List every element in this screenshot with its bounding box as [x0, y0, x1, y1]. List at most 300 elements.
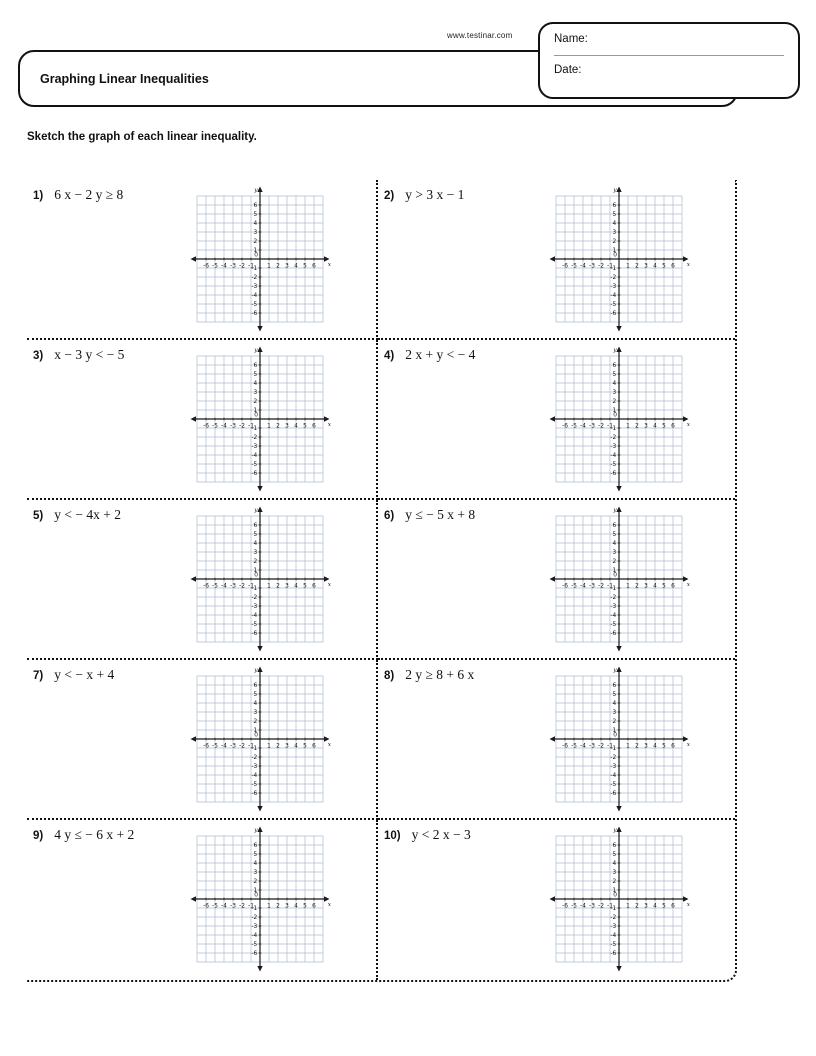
problem-cell — [27, 340, 378, 500]
svg-text:-1: -1 — [251, 586, 258, 593]
svg-text:6: 6 — [671, 903, 675, 910]
svg-text:3: 3 — [285, 423, 289, 430]
svg-text:3: 3 — [285, 263, 289, 270]
coordinate-grid — [547, 344, 691, 494]
svg-text:-1: -1 — [251, 426, 258, 433]
problem-number: 7) — [33, 670, 44, 682]
svg-text:1: 1 — [267, 263, 271, 270]
svg-text:-6: -6 — [203, 743, 209, 750]
svg-text:2: 2 — [253, 399, 258, 406]
svg-text:4: 4 — [294, 903, 298, 910]
svg-text:-4: -4 — [221, 423, 227, 430]
svg-text:x: x — [686, 742, 690, 748]
svg-text:0: 0 — [254, 892, 258, 899]
svg-text:-1: -1 — [607, 583, 613, 590]
svg-text:6: 6 — [612, 843, 617, 850]
svg-text:-5: -5 — [251, 462, 258, 469]
svg-text:2: 2 — [612, 399, 617, 406]
svg-text:4: 4 — [612, 221, 617, 228]
svg-text:0: 0 — [613, 412, 617, 419]
svg-text:-2: -2 — [610, 755, 617, 762]
svg-text:0: 0 — [613, 732, 617, 739]
svg-text:-3: -3 — [589, 743, 595, 750]
svg-text:-4: -4 — [251, 933, 258, 940]
instruction-text: Sketch the graph of each linear inequality. — [27, 131, 257, 143]
svg-text:1: 1 — [626, 583, 630, 590]
svg-text:2: 2 — [253, 559, 258, 566]
svg-text:2: 2 — [276, 583, 280, 590]
svg-text:5: 5 — [612, 372, 617, 379]
problem-statement — [384, 184, 547, 203]
svg-text:1: 1 — [267, 583, 271, 590]
problem-inequality: y ≤ − 5 x + 8 — [405, 507, 476, 522]
problem-statement — [384, 664, 547, 683]
svg-text:4: 4 — [253, 701, 258, 708]
svg-text:6: 6 — [612, 203, 617, 210]
svg-text:-1: -1 — [248, 423, 254, 430]
svg-text:6: 6 — [253, 683, 258, 690]
problem-number: 2) — [384, 190, 395, 202]
svg-text:5: 5 — [662, 903, 666, 910]
page-title: Graphing Linear Inequalities — [40, 71, 209, 86]
svg-text:4: 4 — [253, 861, 258, 868]
svg-text:6: 6 — [312, 263, 316, 270]
svg-text:6: 6 — [253, 843, 258, 850]
svg-text:-3: -3 — [251, 604, 258, 611]
svg-text:5: 5 — [303, 423, 307, 430]
site-url: www.testinar.com — [447, 31, 513, 40]
svg-text:-5: -5 — [571, 743, 577, 750]
svg-text:x: x — [327, 422, 331, 428]
svg-text:-2: -2 — [598, 583, 604, 590]
svg-text:2: 2 — [635, 743, 639, 750]
svg-text:-6: -6 — [562, 743, 568, 750]
svg-text:3: 3 — [285, 743, 289, 750]
problem-cell — [378, 500, 735, 660]
problem-statement — [33, 184, 188, 203]
problem-cell — [27, 820, 378, 980]
svg-text:5: 5 — [662, 583, 666, 590]
svg-text:5: 5 — [303, 583, 307, 590]
svg-text:x: x — [686, 262, 690, 268]
svg-text:-2: -2 — [598, 263, 604, 270]
svg-text:4: 4 — [612, 701, 617, 708]
svg-text:-4: -4 — [221, 583, 227, 590]
svg-text:6: 6 — [671, 423, 675, 430]
svg-text:1: 1 — [612, 728, 617, 735]
svg-text:5: 5 — [662, 743, 666, 750]
svg-text:-1: -1 — [248, 903, 254, 910]
svg-text:-5: -5 — [251, 302, 258, 309]
problem-cell — [378, 820, 735, 980]
svg-text:-1: -1 — [251, 906, 258, 913]
svg-text:0: 0 — [254, 732, 258, 739]
svg-text:-3: -3 — [230, 263, 236, 270]
svg-text:-2: -2 — [610, 275, 617, 282]
svg-text:0: 0 — [254, 572, 258, 579]
svg-text:0: 0 — [613, 892, 617, 899]
svg-text:6: 6 — [253, 203, 258, 210]
problem-cell — [27, 500, 378, 660]
svg-text:-5: -5 — [212, 583, 218, 590]
svg-text:4: 4 — [653, 743, 657, 750]
svg-text:2: 2 — [635, 263, 639, 270]
svg-text:-1: -1 — [248, 743, 254, 750]
coordinate-grid — [547, 664, 691, 814]
svg-text:3: 3 — [253, 870, 258, 877]
svg-text:2: 2 — [276, 263, 280, 270]
svg-text:-5: -5 — [212, 743, 218, 750]
svg-text:-4: -4 — [580, 903, 586, 910]
svg-text:-4: -4 — [610, 933, 617, 940]
svg-text:2: 2 — [253, 719, 258, 726]
problem-number: 10) — [384, 830, 401, 842]
svg-text:6: 6 — [612, 683, 617, 690]
svg-text:-4: -4 — [610, 453, 617, 460]
svg-text:5: 5 — [253, 532, 258, 539]
svg-text:2: 2 — [276, 743, 280, 750]
svg-text:-5: -5 — [610, 782, 617, 789]
problem-statement — [33, 824, 188, 843]
svg-text:3: 3 — [612, 390, 617, 397]
svg-text:y: y — [254, 507, 258, 514]
svg-text:6: 6 — [253, 363, 258, 370]
svg-text:5: 5 — [303, 903, 307, 910]
svg-text:x: x — [327, 262, 331, 268]
problem-number: 4) — [384, 350, 395, 362]
svg-text:x: x — [686, 582, 690, 588]
svg-text:-6: -6 — [251, 951, 258, 958]
svg-text:-3: -3 — [610, 764, 617, 771]
svg-text:-3: -3 — [610, 284, 617, 291]
svg-text:1: 1 — [253, 728, 258, 735]
svg-text:5: 5 — [253, 372, 258, 379]
problem-statement — [384, 344, 547, 363]
svg-text:-1: -1 — [610, 426, 617, 433]
svg-text:4: 4 — [253, 541, 258, 548]
svg-text:-2: -2 — [610, 595, 617, 602]
svg-text:1: 1 — [612, 888, 617, 895]
svg-text:4: 4 — [653, 583, 657, 590]
svg-text:5: 5 — [303, 263, 307, 270]
svg-text:5: 5 — [662, 263, 666, 270]
svg-text:-1: -1 — [251, 746, 258, 753]
svg-text:-2: -2 — [239, 903, 245, 910]
svg-text:-5: -5 — [212, 263, 218, 270]
svg-text:4: 4 — [653, 903, 657, 910]
svg-text:3: 3 — [253, 230, 258, 237]
svg-text:6: 6 — [612, 523, 617, 530]
svg-text:6: 6 — [671, 743, 675, 750]
problem-cell — [378, 180, 735, 340]
svg-text:1: 1 — [626, 903, 630, 910]
svg-text:-6: -6 — [562, 263, 568, 270]
svg-text:-2: -2 — [610, 915, 617, 922]
svg-text:3: 3 — [253, 390, 258, 397]
coordinate-grid — [188, 504, 332, 654]
svg-text:3: 3 — [644, 263, 648, 270]
svg-text:6: 6 — [312, 583, 316, 590]
svg-text:x: x — [327, 902, 331, 908]
svg-text:2: 2 — [253, 879, 258, 886]
svg-text:2: 2 — [612, 719, 617, 726]
svg-text:-5: -5 — [610, 622, 617, 629]
svg-text:-4: -4 — [251, 613, 258, 620]
svg-text:-6: -6 — [251, 471, 258, 478]
problem-cell — [27, 660, 378, 820]
svg-text:y: y — [254, 827, 258, 834]
svg-text:1: 1 — [612, 248, 617, 255]
svg-text:-5: -5 — [251, 622, 258, 629]
svg-text:-3: -3 — [610, 444, 617, 451]
svg-text:5: 5 — [253, 692, 258, 699]
svg-text:-6: -6 — [203, 423, 209, 430]
svg-text:4: 4 — [253, 221, 258, 228]
svg-text:-5: -5 — [610, 302, 617, 309]
svg-text:3: 3 — [612, 550, 617, 557]
svg-text:3: 3 — [253, 710, 258, 717]
coordinate-grid — [188, 184, 332, 334]
svg-text:4: 4 — [294, 743, 298, 750]
svg-text:-1: -1 — [610, 746, 617, 753]
svg-text:-3: -3 — [589, 583, 595, 590]
svg-text:0: 0 — [254, 252, 258, 259]
problem-statement — [33, 504, 188, 523]
svg-text:-1: -1 — [251, 266, 258, 273]
svg-text:x: x — [327, 742, 331, 748]
svg-text:-4: -4 — [580, 743, 586, 750]
svg-text:-4: -4 — [251, 293, 258, 300]
svg-text:-4: -4 — [610, 613, 617, 620]
svg-text:2: 2 — [253, 239, 258, 246]
svg-text:0: 0 — [613, 252, 617, 259]
svg-text:1: 1 — [253, 248, 258, 255]
svg-text:5: 5 — [612, 532, 617, 539]
svg-text:4: 4 — [294, 263, 298, 270]
svg-text:-3: -3 — [589, 423, 595, 430]
problem-inequality: 6 x − 2 y ≥ 8 — [54, 187, 124, 202]
svg-text:5: 5 — [612, 852, 617, 859]
svg-text:-2: -2 — [251, 595, 258, 602]
svg-text:-3: -3 — [251, 764, 258, 771]
svg-text:6: 6 — [312, 903, 316, 910]
svg-text:y: y — [254, 347, 258, 354]
svg-text:-6: -6 — [203, 263, 209, 270]
svg-text:4: 4 — [653, 263, 657, 270]
svg-text:-3: -3 — [610, 604, 617, 611]
svg-text:-3: -3 — [589, 263, 595, 270]
problem-number: 3) — [33, 350, 44, 362]
svg-text:-5: -5 — [571, 583, 577, 590]
svg-text:1: 1 — [626, 423, 630, 430]
problem-number: 6) — [384, 510, 395, 522]
svg-text:-2: -2 — [239, 583, 245, 590]
svg-text:-1: -1 — [607, 903, 613, 910]
svg-text:6: 6 — [312, 423, 316, 430]
svg-text:-2: -2 — [251, 755, 258, 762]
problem-statement — [33, 664, 188, 683]
svg-text:-5: -5 — [571, 423, 577, 430]
svg-text:-2: -2 — [251, 915, 258, 922]
svg-text:6: 6 — [312, 743, 316, 750]
svg-text:-2: -2 — [239, 423, 245, 430]
problem-number: 9) — [33, 830, 44, 842]
svg-text:3: 3 — [285, 903, 289, 910]
problem-number: 1) — [33, 190, 44, 202]
svg-text:x: x — [686, 902, 690, 908]
svg-text:4: 4 — [653, 423, 657, 430]
name-label: Name: — [554, 33, 588, 45]
svg-text:1: 1 — [626, 263, 630, 270]
svg-text:-4: -4 — [610, 773, 617, 780]
svg-text:-4: -4 — [251, 453, 258, 460]
svg-text:1: 1 — [612, 568, 617, 575]
svg-text:-3: -3 — [251, 284, 258, 291]
coordinate-grid — [188, 824, 332, 974]
svg-text:-6: -6 — [203, 903, 209, 910]
svg-text:4: 4 — [612, 381, 617, 388]
svg-text:-1: -1 — [607, 423, 613, 430]
svg-text:2: 2 — [276, 903, 280, 910]
problem-number: 5) — [33, 510, 44, 522]
problem-statement — [384, 504, 547, 523]
svg-text:x: x — [327, 582, 331, 588]
svg-text:y: y — [613, 347, 617, 354]
problem-inequality: 4 y ≤ − 6 x + 2 — [54, 827, 135, 842]
svg-text:-1: -1 — [607, 743, 613, 750]
svg-text:-2: -2 — [610, 435, 617, 442]
svg-text:5: 5 — [303, 743, 307, 750]
svg-text:2: 2 — [612, 559, 617, 566]
problem-cell — [378, 340, 735, 500]
svg-text:-3: -3 — [230, 423, 236, 430]
svg-text:4: 4 — [612, 541, 617, 548]
svg-text:3: 3 — [644, 583, 648, 590]
svg-text:6: 6 — [671, 263, 675, 270]
coordinate-grid — [547, 504, 691, 654]
svg-text:6: 6 — [253, 523, 258, 530]
svg-text:x: x — [686, 422, 690, 428]
svg-text:-5: -5 — [251, 942, 258, 949]
svg-text:-2: -2 — [251, 435, 258, 442]
svg-text:-3: -3 — [610, 924, 617, 931]
svg-text:-3: -3 — [230, 903, 236, 910]
svg-text:3: 3 — [612, 870, 617, 877]
svg-text:-5: -5 — [212, 423, 218, 430]
svg-text:2: 2 — [276, 423, 280, 430]
svg-text:-1: -1 — [248, 263, 254, 270]
problem-inequality: y < − x + 4 — [54, 667, 115, 682]
svg-text:-4: -4 — [221, 903, 227, 910]
coordinate-grid — [188, 344, 332, 494]
svg-text:-2: -2 — [598, 423, 604, 430]
problem-cell — [27, 180, 378, 340]
svg-text:4: 4 — [294, 423, 298, 430]
svg-text:-3: -3 — [230, 743, 236, 750]
svg-text:-6: -6 — [610, 951, 617, 958]
svg-text:3: 3 — [644, 903, 648, 910]
svg-text:6: 6 — [612, 363, 617, 370]
name-date-box — [538, 22, 800, 99]
svg-text:1: 1 — [253, 888, 258, 895]
svg-text:1: 1 — [253, 408, 258, 415]
svg-text:-4: -4 — [580, 423, 586, 430]
svg-text:-1: -1 — [610, 266, 617, 273]
svg-text:-2: -2 — [598, 743, 604, 750]
svg-text:y: y — [613, 507, 617, 514]
svg-text:5: 5 — [612, 692, 617, 699]
svg-text:-6: -6 — [610, 471, 617, 478]
svg-text:-1: -1 — [610, 906, 617, 913]
svg-text:-2: -2 — [251, 275, 258, 282]
problem-statement — [384, 824, 547, 843]
problem-inequality: y < 2 x − 3 — [411, 827, 471, 842]
svg-text:3: 3 — [644, 423, 648, 430]
svg-text:2: 2 — [612, 239, 617, 246]
svg-text:-3: -3 — [230, 583, 236, 590]
problem-inequality: x − 3 y < − 5 — [54, 347, 125, 362]
svg-text:1: 1 — [626, 743, 630, 750]
svg-text:4: 4 — [294, 583, 298, 590]
svg-text:3: 3 — [644, 743, 648, 750]
svg-text:-5: -5 — [251, 782, 258, 789]
svg-text:-3: -3 — [251, 924, 258, 931]
date-label: Date: — [554, 64, 582, 76]
svg-text:4: 4 — [612, 861, 617, 868]
svg-text:y: y — [254, 667, 258, 674]
svg-text:-2: -2 — [239, 743, 245, 750]
svg-text:-4: -4 — [221, 743, 227, 750]
svg-text:-6: -6 — [251, 791, 258, 798]
svg-text:-6: -6 — [203, 583, 209, 590]
problem-cell — [378, 660, 735, 820]
svg-text:-4: -4 — [221, 263, 227, 270]
problem-inequality: y < − 4x + 2 — [54, 507, 121, 522]
problem-inequality: 2 x + y < − 4 — [405, 347, 476, 362]
svg-text:-2: -2 — [598, 903, 604, 910]
svg-text:-5: -5 — [610, 462, 617, 469]
svg-text:2: 2 — [635, 903, 639, 910]
coordinate-grid — [547, 824, 691, 974]
svg-text:y: y — [613, 187, 617, 194]
svg-text:-5: -5 — [610, 942, 617, 949]
svg-text:-6: -6 — [562, 903, 568, 910]
svg-text:2: 2 — [635, 423, 639, 430]
svg-text:-4: -4 — [580, 263, 586, 270]
svg-text:5: 5 — [612, 212, 617, 219]
svg-text:-4: -4 — [580, 583, 586, 590]
svg-text:-1: -1 — [607, 263, 613, 270]
svg-text:-4: -4 — [610, 293, 617, 300]
svg-text:1: 1 — [267, 743, 271, 750]
svg-text:3: 3 — [285, 583, 289, 590]
svg-text:y: y — [613, 827, 617, 834]
svg-text:-6: -6 — [562, 583, 568, 590]
svg-text:-4: -4 — [251, 773, 258, 780]
svg-text:5: 5 — [253, 212, 258, 219]
svg-text:0: 0 — [254, 412, 258, 419]
svg-text:2: 2 — [635, 583, 639, 590]
svg-text:3: 3 — [612, 710, 617, 717]
svg-text:-1: -1 — [248, 583, 254, 590]
svg-text:1: 1 — [612, 408, 617, 415]
svg-text:3: 3 — [253, 550, 258, 557]
svg-text:-6: -6 — [562, 423, 568, 430]
svg-text:2: 2 — [612, 879, 617, 886]
svg-text:-3: -3 — [251, 444, 258, 451]
svg-text:5: 5 — [253, 852, 258, 859]
svg-text:-6: -6 — [610, 631, 617, 638]
